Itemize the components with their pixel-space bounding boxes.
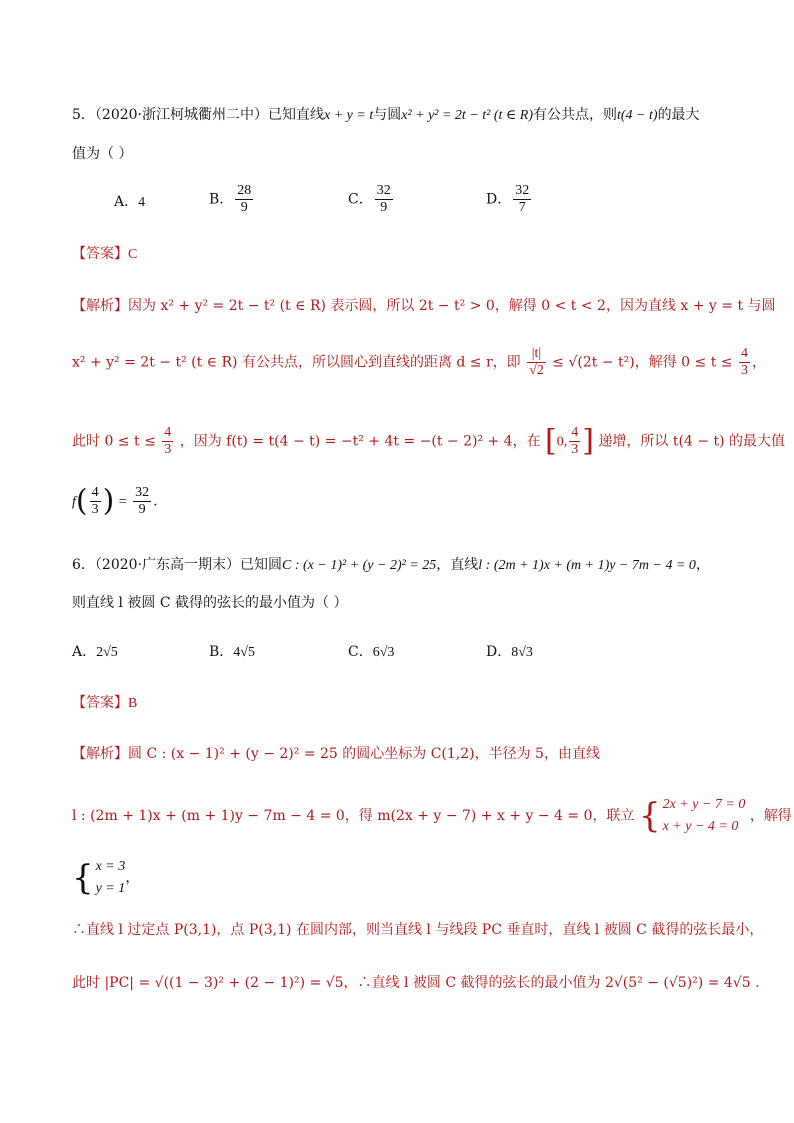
q6-eq-line: l : (2m + 1)x + (m + 1)y − 7m − 4 = 0 — [478, 558, 696, 573]
denominator: √2 — [529, 363, 544, 378]
option-fraction — [235, 183, 253, 216]
analysis-text: ，因为 f(t) = t(4 − t) = −t² + 4t = −(t − 2)² + 4，在 — [179, 433, 541, 450]
q6-analysis-line5: 此时 |PC| = √((1 − 3)² + (2 − 1)²) = √5，∴直线 l 被圆 C 截得的弦长的最小值为 2√(5² − (√5)²) = 4√5 . — [72, 975, 760, 991]
analysis-tag: 【解析】 — [72, 746, 128, 762]
numerator: 32 — [135, 485, 150, 500]
numerator: 4 — [164, 425, 172, 440]
numerator: 4 — [571, 425, 579, 440]
function-name: f — [72, 494, 76, 510]
q6-stem-line1 — [72, 555, 710, 576]
q5-stem-line1 — [72, 105, 700, 126]
option-value: 6√3 — [372, 645, 395, 660]
analysis-text: ，解得 — [749, 808, 792, 824]
solution-y: y = 1 — [95, 881, 126, 896]
option-value: 4√5 — [233, 645, 255, 660]
q6-analysis-line4: ∴直线 l 过定点 P(3,1)，点 P(3,1) 在圆内部，则当直线 l 与线段 PC 垂直时，直线 l 被圆 C 截得的弦长最小， — [72, 922, 764, 938]
analysis-tag: 【解析】 — [72, 298, 128, 314]
denominator: 9 — [380, 200, 388, 215]
q5-analysis-line1 — [72, 296, 776, 316]
result-fraction — [133, 485, 151, 518]
analysis-text: 圆 C : (x − 1)² + (y − 2)² = 25 的圆心坐标为 C(1,2)，半径为 5，由直线 — [128, 746, 600, 762]
answer-tag: 【答案】 — [72, 695, 128, 711]
numerator: 32 — [515, 183, 530, 198]
analysis-text: 因为 x² + y² = 2t − t² (t ∈ R) 表示圆，所以 2t − t² > 0，解得 0 < t < 2，因为直线 x + y = t 与圆 — [128, 298, 776, 314]
q5-eq-line: x + y = t — [324, 108, 374, 123]
q5-stem-line2: 值为（ ） — [72, 146, 133, 162]
bound-fraction — [162, 425, 173, 458]
option-label: D． — [486, 644, 512, 660]
option-value: 8√3 — [511, 645, 533, 660]
option-value: 4 — [138, 195, 146, 210]
q5-option-d[interactable] — [486, 183, 533, 216]
denominator: 9 — [240, 200, 248, 215]
equation-system — [663, 794, 746, 838]
period: . — [153, 493, 158, 510]
equals-sign: = — [118, 494, 127, 510]
denominator: 3 — [91, 502, 99, 517]
analysis-text: 递增，所以 t(4 − t) 的最大值 — [598, 433, 786, 450]
q5-stem-prefix: 5．（2020·浙江柯城衢州二中）已知直线 — [72, 107, 324, 123]
q6-option-b[interactable] — [209, 642, 255, 663]
option-fraction — [375, 183, 393, 216]
q6-stem-mid2: ， — [695, 557, 710, 573]
denominator: 7 — [518, 200, 526, 215]
q5-answer — [72, 244, 137, 265]
answer-value: B — [128, 696, 138, 711]
q6-analysis-line3 — [72, 856, 139, 900]
denominator: 9 — [138, 502, 146, 517]
numerator: |t| — [527, 346, 546, 363]
arg-fraction — [90, 485, 101, 518]
left-paren: ( — [75, 483, 88, 519]
right-bracket: ] — [582, 423, 594, 459]
q6-analysis-line2 — [72, 794, 792, 838]
left-bracket: [ — [545, 423, 557, 459]
q5-eq-circle: x² + y² = 2t − t² (t ∈ R) — [401, 108, 533, 123]
q6-stem-prefix: 6．（2020·广东高一期末）已知圆 — [72, 557, 282, 573]
bound-fraction — [739, 346, 750, 379]
option-label: A． — [72, 644, 97, 660]
numerator: 4 — [740, 346, 748, 361]
denominator: 3 — [164, 442, 172, 457]
distance-fraction — [527, 346, 546, 379]
option-label: A． — [114, 194, 139, 210]
q5-option-b[interactable] — [209, 183, 255, 216]
analysis-text: ≤ √(2t − t²)，解得 0 ≤ t ≤ — [552, 354, 733, 371]
option-label: B． — [209, 191, 234, 208]
q5-analysis-line2: x² + y² = 2t − t² (t ∈ R) 有公共点，所以圆心到直线的距离 d ≤ r，即 $\frac{|t|}{√2}$ ≤ √(2t − t²)，解得 0 ≤ t ≤ $\frac{4}{3}$ ， — [72, 346, 766, 378]
q5-stem-mid: 与圆 — [373, 107, 402, 123]
option-label: D． — [486, 191, 512, 208]
q5-eq-target: t(4 − t) — [617, 108, 658, 123]
right-paren: ) — [102, 483, 115, 519]
solution-brace: { — [72, 858, 94, 898]
option-label: C． — [348, 191, 373, 208]
system-equation-1: 2x + y − 7 = 0 — [662, 797, 746, 812]
q5-stem-mid2: 有公共点，则 — [533, 107, 617, 123]
q6-stem-mid: ，直线 — [436, 557, 479, 573]
q5-analysis-line3 — [72, 425, 785, 458]
q5-analysis-line4 — [72, 485, 158, 518]
interval-fraction — [569, 425, 580, 458]
q6-option-d[interactable] — [486, 642, 533, 663]
analysis-text: l : (2m + 1)x + (m + 1)y − 7m − 4 = 0，得 m(2x + y − 7) + x + y − 4 = 0，联立 — [72, 808, 635, 824]
option-label: C． — [348, 644, 373, 660]
q6-eq-circle: C : (x − 1)² + (y − 2)² = 25 — [282, 558, 437, 573]
solution-system — [96, 856, 126, 900]
q5-option-a[interactable] — [114, 192, 145, 213]
numerator: 4 — [91, 485, 99, 500]
q6-option-a[interactable] — [72, 642, 118, 663]
interval-start: 0, — [556, 434, 568, 450]
option-label: B． — [209, 644, 234, 660]
numerator: 28 — [237, 183, 252, 198]
numerator: 32 — [376, 183, 391, 198]
denominator: 3 — [571, 442, 579, 457]
solution-x: x = 3 — [95, 859, 126, 874]
denominator: 3 — [740, 363, 748, 378]
analysis-text: x² + y² = 2t − t² (t ∈ R) 有公共点，所以圆心到直线的距离 d ≤ r，即 — [72, 354, 521, 371]
answer-tag: 【答案】 — [72, 246, 128, 262]
q5-stem-end: 的最大 — [657, 107, 700, 123]
q6-stem-line2: 则直线 l 被圆 C 截得的弦长的最小值为（ ） — [72, 595, 348, 611]
q5-option-c[interactable] — [348, 183, 395, 216]
system-brace: { — [638, 796, 661, 836]
analysis-text: 此时 0 ≤ t ≤ — [72, 433, 156, 450]
q6-option-c[interactable] — [348, 642, 394, 663]
option-value: 2√5 — [96, 645, 118, 660]
system-equation-2: x + y − 4 = 0 — [662, 819, 739, 834]
comma: ， — [125, 870, 140, 886]
q6-analysis-line1 — [72, 744, 600, 764]
answer-value: C — [128, 247, 138, 262]
option-fraction — [513, 183, 531, 216]
q6-answer — [72, 693, 137, 714]
